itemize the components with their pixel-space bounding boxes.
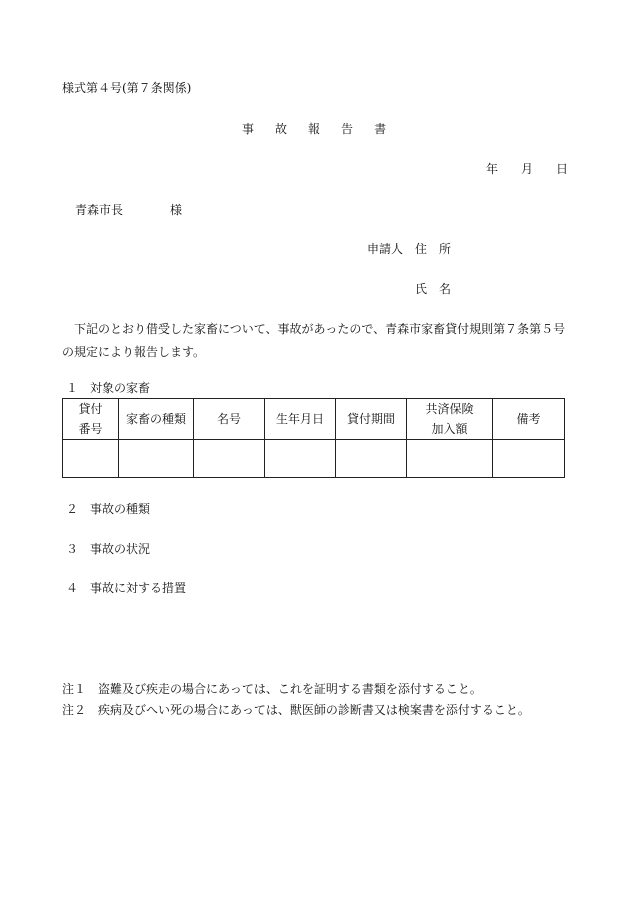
livestock-table [62, 398, 565, 478]
applicant-label: 申請人 [367, 242, 404, 256]
note-1-label: 注１ [62, 682, 87, 696]
addressee-honorific: 様 [170, 203, 183, 217]
cell-livestock-kind[interactable] [119, 440, 194, 478]
section-2-heading [66, 502, 150, 516]
page-title [242, 122, 386, 136]
title-char: 報 [308, 122, 321, 136]
header-remarks: 備考 [493, 399, 565, 440]
section-1-label: 対象の家畜 [90, 381, 151, 395]
header-insurance-line2: 加入額 [431, 422, 468, 436]
header-livestock-kind: 家畜の種類 [119, 399, 194, 440]
header-lend-number-line2: 番号 [78, 422, 103, 436]
note-1 [62, 682, 482, 696]
cell-birth-date[interactable] [265, 440, 336, 478]
note-1-text: 盗難及び疾走の場合にあっては、これを証明する書類を添付すること。 [98, 682, 482, 696]
section-4-heading [66, 581, 186, 595]
section-3-label: 事故の状況 [90, 542, 151, 556]
section-1-heading [66, 381, 150, 395]
date-year: 年 [486, 162, 499, 176]
applicant-name-label: 氏 名 [415, 282, 452, 296]
section-3-heading [66, 542, 150, 556]
body-text: 下記のとおり借受した家畜について、事故があったので、青森市家畜貸付規則第７条第５号の規定により報告します。 [62, 322, 566, 359]
date-line [486, 162, 568, 176]
section-2-number: ２ [66, 502, 79, 516]
section-4-number: ４ [66, 581, 79, 595]
title-char: 書 [374, 122, 387, 136]
cell-name[interactable] [194, 440, 265, 478]
cell-remarks[interactable] [493, 440, 565, 478]
title-char: 事 [242, 122, 255, 136]
section-1-number: １ [66, 381, 79, 395]
note-2-text: 疾病及びへい死の場合にあっては、獣医師の診断書又は検案書を添付すること。 [98, 703, 530, 717]
addressee [75, 203, 182, 217]
note-2-label: 注２ [62, 703, 87, 717]
table-header-row [63, 399, 565, 440]
cell-lend-number[interactable] [63, 440, 119, 478]
header-lend-number [63, 399, 119, 440]
section-4-label: 事故に対する措置 [90, 581, 187, 595]
title-char: 故 [275, 122, 288, 136]
title-char: 告 [341, 122, 354, 136]
header-name: 名号 [194, 399, 265, 440]
applicant-address-line [367, 242, 451, 256]
form-number: 様式第４号(第７条関係) [62, 81, 192, 95]
section-3-number: ３ [66, 542, 79, 556]
header-insurance-line1: 共済保険 [425, 402, 474, 416]
applicant-address-label: 住 所 [415, 242, 452, 256]
addressee-name: 青森市長 [75, 203, 124, 217]
cell-insurance-amount[interactable] [407, 440, 493, 478]
date-day: 日 [556, 162, 569, 176]
cell-lend-period[interactable] [336, 440, 407, 478]
header-lend-number-line1: 貸付 [78, 402, 103, 416]
header-birth-date: 生年月日 [265, 399, 336, 440]
note-2 [62, 703, 530, 717]
section-2-label: 事故の種類 [90, 502, 151, 516]
table-row [63, 440, 565, 478]
header-lend-period: 貸付期間 [336, 399, 407, 440]
header-insurance-amount [407, 399, 493, 440]
date-month: 月 [521, 162, 534, 176]
